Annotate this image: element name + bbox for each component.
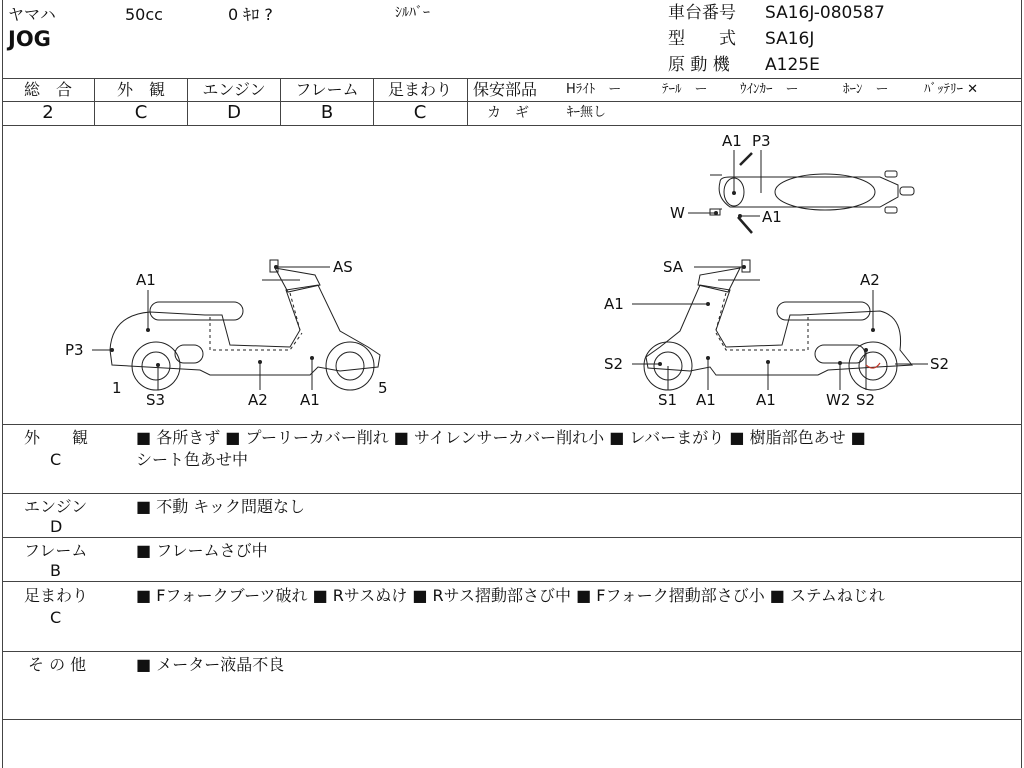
right-label-s1: S1 xyxy=(658,391,678,409)
detail-line-4 xyxy=(2,651,1022,652)
score-frame-value: B xyxy=(320,102,334,123)
detail-other-label: そ の 他 xyxy=(28,655,87,674)
safety-divider xyxy=(467,101,1022,102)
engine-label: 原 動 機 xyxy=(668,55,730,75)
model-code: SA16J xyxy=(765,29,815,49)
safety-headlight: Hﾗｲﾄ ー xyxy=(566,82,622,97)
detail-other-text1: ■ メーター液晶不良 xyxy=(136,655,285,674)
engine-no: A125E xyxy=(765,55,820,75)
detail-line-3 xyxy=(2,581,1022,582)
model-code-label: 型 式 xyxy=(668,29,736,49)
detail-suspension-label: 足まわり xyxy=(24,586,89,605)
score-col-line-4 xyxy=(373,78,374,125)
displacement: 50cc xyxy=(125,5,163,24)
key-value: ｷｰ無し xyxy=(567,105,607,120)
right-label-a1: A1 xyxy=(604,295,624,313)
right-label-a2: A2 xyxy=(860,271,880,289)
detail-engine-grade: D xyxy=(50,517,63,536)
score-suspension-value: C xyxy=(413,102,427,123)
scooter-right-dots xyxy=(658,265,875,366)
score-exterior-value: C xyxy=(134,102,148,123)
score-total-value: 2 xyxy=(42,102,54,123)
detail-exterior-label: 外 観 xyxy=(24,428,89,447)
detail-frame-text1: ■ フレームさび中 xyxy=(136,541,268,560)
right-label-s2c: S2 xyxy=(930,355,950,373)
detail-suspension-text1: ■ Fフォークブーツ破れ ■ Rサスぬけ ■ Rサス摺動部さび中 ■ Fフォーク摺動部さび小 ■ ステムねじれ xyxy=(136,586,885,605)
safety-label: 保安部品 xyxy=(473,80,538,99)
top-label-p3: P3 xyxy=(752,132,771,150)
detail-line-5 xyxy=(2,719,1022,720)
model-name: JOG xyxy=(8,27,51,51)
left-label-a1: A1 xyxy=(136,271,156,289)
right-label-sa: SA xyxy=(663,258,684,276)
safety-winker: ｳｲﾝｶｰ ー xyxy=(740,82,799,97)
safety-battery: ﾊﾞｯﾃﾘｰ ✕ xyxy=(924,82,979,97)
score-col-line-2 xyxy=(187,78,188,125)
detail-frame-label: フレーム xyxy=(24,541,88,560)
right-label-s2a: S2 xyxy=(604,355,624,373)
left-label-as: AS xyxy=(333,258,353,276)
score-frame-label: フレーム xyxy=(295,80,359,99)
key-label: カ ギ xyxy=(487,105,529,121)
detail-exterior-grade: C xyxy=(50,450,62,469)
top-label-a1b: A1 xyxy=(762,208,782,226)
frame-no: SA16J-080587 xyxy=(765,3,885,23)
top-label-a1: A1 xyxy=(722,132,742,150)
mileage: 0 ｷﾛ ? xyxy=(228,5,273,24)
right-label-a1b: A1 xyxy=(696,391,716,409)
score-col-line-5 xyxy=(467,78,468,125)
detail-suspension-grade: C xyxy=(50,608,62,627)
header-bottom-line xyxy=(2,78,1022,79)
score-suspension-label: 足まわり xyxy=(387,80,452,99)
right-label-a1c: A1 xyxy=(756,391,776,409)
left-label-1: 1 xyxy=(112,379,122,397)
right-label-w2: W2 xyxy=(826,391,851,409)
score-engine-value: D xyxy=(227,102,241,123)
right-label-s2b: S2 xyxy=(856,391,876,409)
left-label-s3: S3 xyxy=(146,391,166,409)
damage-diagram xyxy=(0,125,1024,425)
left-label-p3: P3 xyxy=(65,341,84,359)
detail-exterior-text1: ■ 各所きず ■ プーリーカバー削れ ■ サイレンサーカバー削れ小 ■ レバーまがり ■ 樹脂部色あせ ■ xyxy=(136,428,866,447)
detail-frame-grade: B xyxy=(50,561,61,580)
scooter-top-callouts xyxy=(688,150,761,216)
scooter-left-callouts xyxy=(92,267,330,390)
score-total-label: 総 合 xyxy=(23,80,72,99)
maker: ヤマハ xyxy=(8,5,56,24)
safety-tail: ﾃｰﾙ ー xyxy=(662,82,708,97)
left-label-a1b: A1 xyxy=(300,391,320,409)
detail-engine-label: エンジン xyxy=(24,497,88,516)
scooter-right-callouts xyxy=(632,267,928,390)
left-label-5: 5 xyxy=(378,379,388,397)
detail-line-1 xyxy=(2,493,1022,494)
safety-horn: ﾎｰﾝ ー xyxy=(843,82,889,97)
body-color: ｼﾙﾊﾞｰ xyxy=(395,5,430,21)
detail-engine-text1: ■ 不動 キック問題なし xyxy=(136,497,305,516)
score-col-line-3 xyxy=(280,78,281,125)
left-label-a2: A2 xyxy=(248,391,268,409)
scooter-top-view xyxy=(710,153,914,233)
frame-no-label: 車台番号 xyxy=(668,3,736,23)
detail-line-2 xyxy=(2,537,1022,538)
score-engine-label: エンジン xyxy=(202,80,266,99)
detail-exterior-text2: シート色あせ中 xyxy=(136,450,249,469)
score-exterior-label: 外 観 xyxy=(116,80,165,99)
top-label-w: W xyxy=(670,204,685,222)
score-col-line-1 xyxy=(94,78,95,125)
